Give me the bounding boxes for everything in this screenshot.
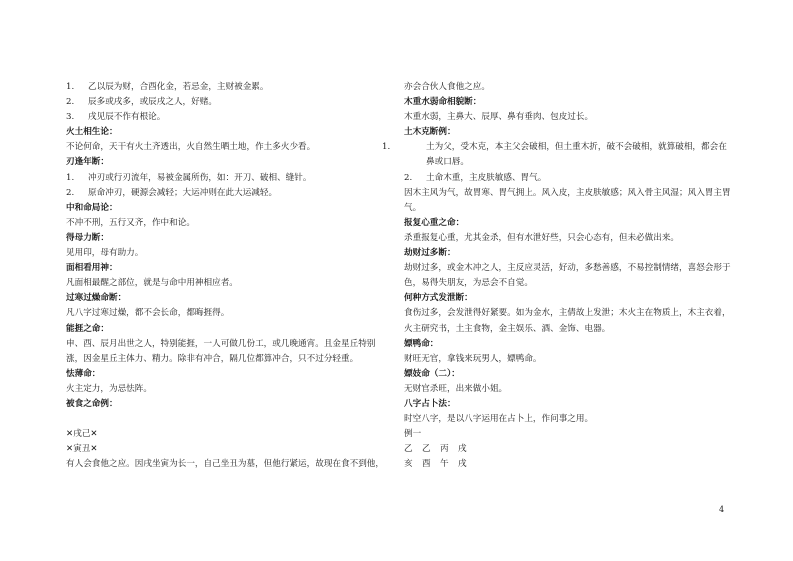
branch-char: 午	[440, 459, 449, 470]
section-heading: 劫财过多断：	[404, 248, 456, 259]
stem-char: 丙	[440, 444, 449, 455]
paragraph: 杀重报复心重，尤其金杀，但有水泄好些，只会心态有，但未必做出来。	[404, 232, 680, 243]
example-chart-line: ✕寅丑✕	[66, 444, 98, 455]
section-heading: 嫖妓命（二）：	[404, 368, 460, 379]
branch-char: 酉	[422, 459, 431, 470]
section-heading: 中和命局论：	[66, 202, 118, 213]
paragraph: 因木主风为气，故胃寒、胃气拥上。风入皮，主皮肤敏感；风入骨主风湿；风入胃主胃气。	[404, 187, 731, 213]
section-heading: 八字占卜法：	[404, 398, 456, 409]
paragraph: 凡八字过寒过燥，都不会长命，都晦捱得。	[66, 308, 230, 319]
list-item: 2. 辰多或戌多，或辰戌之人，好赌。	[66, 97, 217, 108]
stems-row	[404, 442, 734, 457]
paragraph: 无财官杀旺，出来做小姐。	[404, 383, 508, 394]
paragraph: 申、酉、辰月出世之人，特别能捱，一人可做几份工，或几晚通宵。且金星丘特别涨，因金星丘主体力、精力。除非有冲合，隔几位都算冲合，只不过分轻重。	[66, 338, 376, 364]
section-heading: 过寒过燥命断：	[66, 293, 127, 304]
paragraph: 劫财过多，或金木冲之人，主反应灵活，好动，多愁善感，不易控制情绪，喜怒会形于色，易得失朋友，为忌会不自觉。	[404, 263, 731, 289]
stem-char: 乙	[404, 444, 413, 455]
list-item: 2. 原命冲刃，硬源会减轻；大运冲则在此大运减轻。	[66, 187, 278, 198]
list-item: 1. 冲刃或行刃流年，易被金属所伤，如：开刀、破相、缝针。	[66, 172, 312, 183]
stem-char: 乙	[422, 444, 431, 455]
section-heading: 怯薄命：	[66, 368, 101, 379]
section-heading: 被食之命例：	[66, 398, 118, 409]
section-heading: 刃逢年断：	[66, 157, 109, 168]
section-heading: 何种方式发泄断：	[404, 293, 473, 304]
branches-row	[404, 457, 734, 472]
section-heading: 得母力断：	[66, 232, 109, 243]
blank-line	[66, 412, 384, 427]
paragraph: 不冲不刑，五行又齐，作中和论。	[66, 217, 195, 228]
left-column	[66, 80, 384, 472]
section-heading: 报复心重之命：	[404, 217, 465, 228]
example-chart-line: ✕戌己✕	[66, 429, 98, 440]
section-heading: 土木克断例：	[404, 127, 456, 138]
paragraph: 火主定力，为忌怯阵。	[66, 383, 152, 394]
list-item: 1. 乙以辰为财，合酉化金，若忌金，主财被金累。	[66, 82, 269, 92]
list-item: 1. 土为父，受木克，本主父会破相，但土重木折，破不会破相，就算破相，都会在鼻或口唇。	[382, 142, 727, 168]
paragraph: 有人会食他之应。因戌坐寅为长一，自己坐丑为墓，但他行紧运，故现在食不到他，	[66, 459, 384, 470]
section-heading: 火土相生论：	[66, 127, 118, 138]
page-number: 4	[719, 505, 725, 514]
paragraph: 凡面相最醒之部位，就是与命中用神相应者。	[66, 278, 238, 289]
paragraph: 见用印，母有助力。	[66, 248, 144, 259]
section-heading: 能捱之命：	[66, 323, 109, 334]
example-label: 例一	[404, 429, 422, 440]
section-heading: 木重水弱命相貌断：	[404, 97, 482, 108]
list-item: 2. 土命木重，主皮肤敏感、胃气。	[404, 172, 547, 183]
paragraph: 食伤过多，会发泄得好紧要。如为金水，主倩故上发泄；木火主在物质上，木主衣着，火主研究书，土主食物，金主娱乐、酒、金饰、电器。	[404, 308, 731, 334]
section-heading: 面相看用神：	[66, 263, 118, 274]
paragraph: 木重水弱，主鼻大、辰厚、鼻有垂肉、包皮过长。	[404, 112, 594, 123]
right-column	[382, 80, 734, 472]
paragraph: 财旺无官，拿钱来玩男人，嫖鸭命。	[404, 353, 542, 364]
section-heading: 嫖鸭命：	[404, 338, 439, 349]
paragraph: 亦会合伙人食他之应。	[404, 82, 490, 92]
paragraph: 时空八字，是以八字运用在占卜上，作问事之用。	[404, 414, 594, 425]
stem-char: 戌	[458, 444, 467, 455]
paragraph: 不论何命，天干有火土齐透出，火自然生晒土地，作土多火少看。	[66, 142, 316, 153]
list-item: 3. 戌见辰不作有根论。	[66, 112, 166, 123]
branch-char: 亥	[404, 459, 413, 470]
branch-char: 戌	[458, 459, 467, 470]
